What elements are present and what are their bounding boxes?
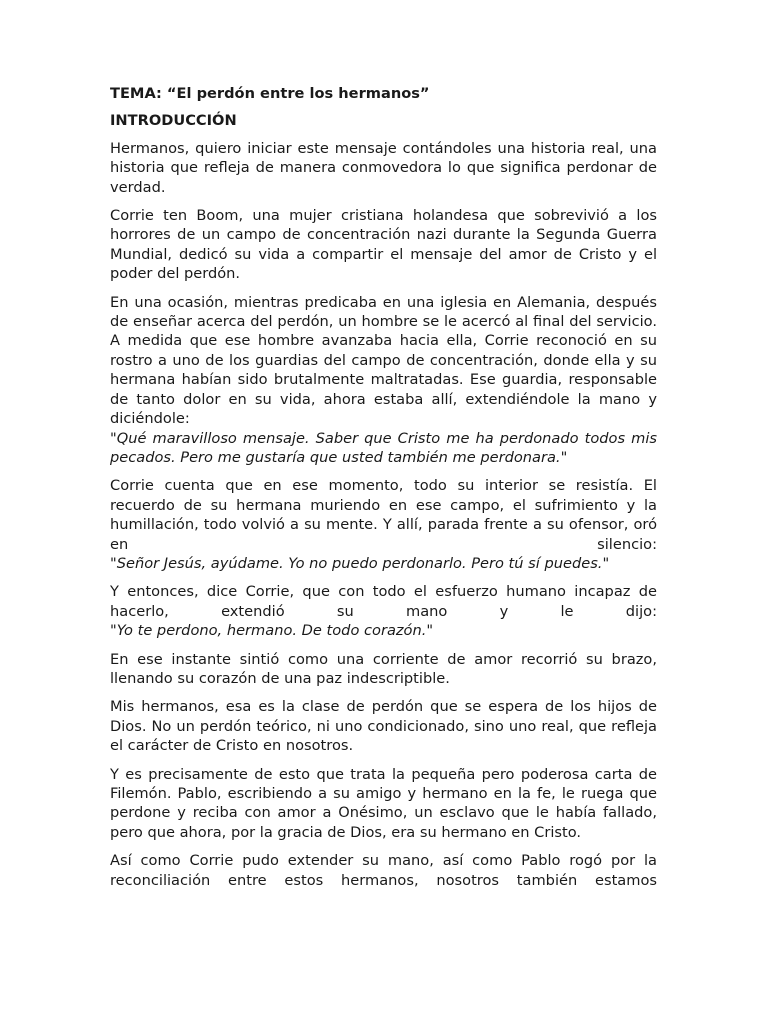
paragraph-8: Y es precisamente de esto que trata la pequeña pero poderosa carta de Filemón. Pablo, escribiendo a su amigo y hermano en la fe, le ruega que perdone y reciba con amor a Onésimo, un esclavo que le había fallado, pero que ahora, por la gracia de Dios, era su hermano en Cristo. [110,765,657,841]
paragraph-5-quote-line [110,621,657,640]
quote-open-mark: " [110,554,117,572]
quote-open-mark: " [110,622,117,640]
quote-close-mark: " [560,448,568,466]
paragraph-3-quote-line [110,429,657,468]
paragraph-3-quote: Qué maravilloso mensaje. Saber que Cristo me ha perdonado todos mis pecados. Pero me gustaría que usted también me perdonara. [110,429,657,466]
paragraph-5 [110,582,657,640]
paragraph-5-text: Y entonces, dice Corrie, que con todo el esfuerzo humano incapaz de hacerlo, extendió su mano y le dijo: [110,583,657,620]
paragraph-2: Corrie ten Boom, una mujer cristiana holandesa que sobrevivió a los horrores de un campo de concentración nazi durante la Segunda Guerra Mundial, dedicó su vida a compartir el mensaje del amor de Cristo y el poder del perdón. [110,207,657,283]
paragraph-1: Hermanos, quiero iniciar este mensaje contándoles una historia real, una historia que refleja de manera conmovedora lo que significa perdonar de verdad. [110,139,657,196]
paragraph-5-quote: Yo te perdono, hermano. De todo corazón. [116,622,427,640]
paragraph-7: Mis hermanos, esa es la clase de perdón que se espera de los hijos de Dios. No un perdón teórico, ni uno condicionado, sino uno real, que refleja el carácter de Cristo en nosotros. [110,698,657,755]
paragraph-9: Así como Corrie pudo extender su mano, así como Pablo rogó por la reconciliación entre estos hermanos, nosotros también estamos [110,852,657,889]
paragraph-6: En ese instante sintió como una corriente de amor recorrió su brazo, llenando su corazón de una paz indescriptible. [110,650,657,687]
paragraph-3-text: En una ocasión, mientras predicaba en una iglesia en Alemania, después de enseñar acerca del perdón, un hombre se le acercó al final del servicio. A medida que ese hombre avanzaba hacia ella, Corrie reconoció en su rostro a uno de los guardias del campo de concentración, donde ella y su hermana habían sido brutalmente maltratadas. Ese guardia, responsable de tanto dolor en su vida, ahora estaba allí, extendiéndole la mano y diciéndole: [110,293,657,428]
quote-open-mark: " [110,429,117,447]
quote-close-mark: " [426,622,434,640]
paragraph-3 [110,293,657,468]
paragraph-4-text: Corrie cuenta que en ese momento, todo su interior se resistía. El recuerdo de su hermana muriendo en ese campo, el sufrimiento y la humillación, todo volvió a su mente. Y allí, parada frente a su ofensor, oró en silencio: [110,477,657,553]
document-title: TEMA: “El perdón entre los hermanos” [110,85,430,102]
quote-close-mark: " [602,554,610,572]
document-page [110,84,657,899]
paragraph-4 [110,476,657,573]
paragraph-4-quote: Señor Jesús, ayúdame. Yo no puedo perdonarlo. Pero tú sí puedes. [116,554,603,572]
section-heading: INTRODUCCIÓN [110,112,237,130]
paragraph-4-quote-line [110,554,657,573]
